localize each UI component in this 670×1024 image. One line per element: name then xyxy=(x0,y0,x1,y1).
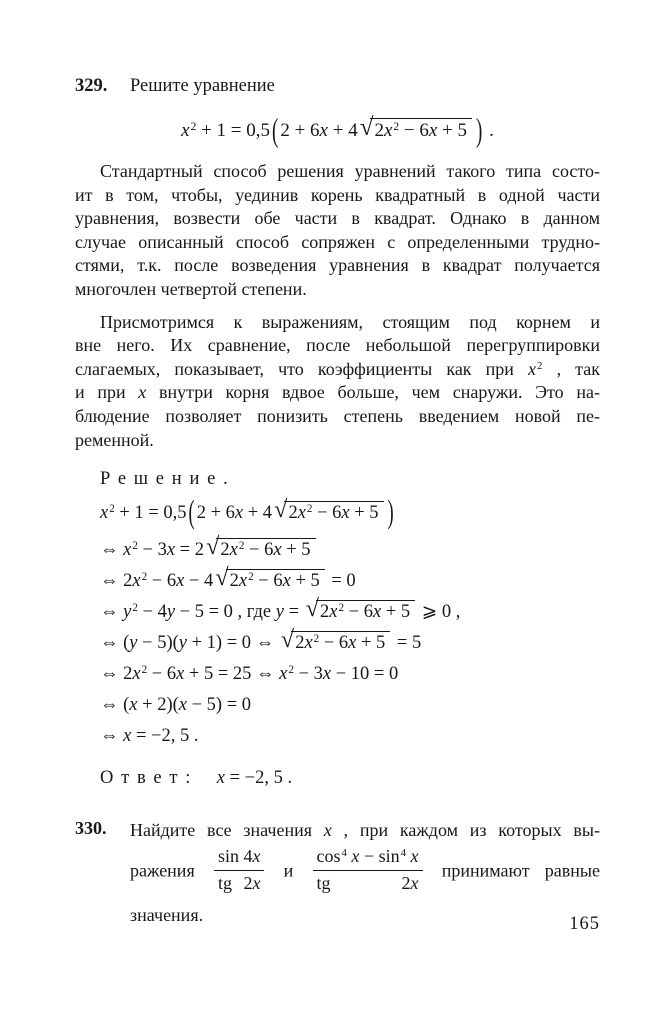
superscript: 4 xyxy=(341,847,347,860)
sqrt-expression: √ $2x^2 - 6x + 5$ xyxy=(306,600,416,622)
text-run: , так xyxy=(542,358,600,379)
math-variable: x xyxy=(319,120,328,141)
text-line xyxy=(75,231,600,255)
denominator xyxy=(214,870,265,894)
text-run: ⇔ ( xyxy=(100,695,130,716)
text-run: принимают равные xyxy=(426,860,600,881)
text-run: − 10 = 0 xyxy=(331,664,399,685)
math-variable: x xyxy=(229,540,238,561)
answer-line xyxy=(75,766,600,791)
math-variable: x xyxy=(252,846,261,867)
text-line xyxy=(75,429,600,453)
sqrt-expression: √ $2x^2 - 6x + 5$ xyxy=(274,501,384,523)
text-run: , при каждом из которых вы- xyxy=(331,820,600,841)
solution-step xyxy=(100,722,600,751)
text-run: − 6 xyxy=(244,540,274,561)
sqrt-expression: √ $2x^2 - 6x + 5$ xyxy=(215,569,325,591)
problem-number: 329. xyxy=(75,76,108,96)
math-variable: x xyxy=(216,768,225,789)
text-run: − 3 xyxy=(137,540,167,561)
answer-value xyxy=(217,768,292,788)
solution-step xyxy=(100,496,600,532)
text-run: ⇔ 2 xyxy=(100,571,133,592)
text-run: ит в том, чтобы, уединив корень квадратный в одной части xyxy=(75,184,600,205)
radicand xyxy=(370,118,472,141)
problem-330-body xyxy=(130,818,600,927)
text-line xyxy=(75,207,600,231)
text-run: + 5 xyxy=(381,602,411,623)
text-run: + 5 xyxy=(356,633,386,654)
text-run: = xyxy=(283,602,304,623)
numerator xyxy=(214,847,265,870)
superscript: 2 xyxy=(238,540,245,553)
math-variable: x xyxy=(322,664,332,685)
math-variable: x xyxy=(132,664,141,685)
sqrt-expression: √ $2x^2 - 6x + 5$ xyxy=(281,631,391,653)
text-run: + 1 = 0,5 xyxy=(196,120,270,141)
math-variable: x xyxy=(100,503,109,524)
text-run: значения. xyxy=(130,904,204,925)
text-run: ременной. xyxy=(75,429,154,450)
text-run: − 5) = 0 xyxy=(187,695,252,716)
text-run: + 1 = 0,5 xyxy=(114,503,187,524)
fraction xyxy=(214,847,265,894)
problem-329 xyxy=(75,74,600,153)
text-run: ⇔ xyxy=(100,540,124,561)
math-variable: x xyxy=(123,540,132,561)
text-run: Стандартный способ решения уравнений такого типа состо- xyxy=(100,161,600,181)
radicand xyxy=(291,631,390,653)
superscript: 2 xyxy=(109,503,115,516)
math-variable: x xyxy=(279,664,288,685)
text-run: блюдение позволяет понизить степень введением новой пе- xyxy=(75,405,600,426)
math-variable: x xyxy=(181,120,190,141)
radicand xyxy=(316,600,415,622)
paragraph-observation xyxy=(75,311,600,453)
text-run: 2 xyxy=(295,633,305,654)
text-line xyxy=(75,160,600,184)
text-run: + 2)( xyxy=(137,695,179,716)
text-line xyxy=(130,846,600,896)
text-line xyxy=(130,818,600,842)
superscript: 2 xyxy=(393,120,400,133)
paragraph-method xyxy=(75,160,600,302)
problem-329-header xyxy=(75,74,600,99)
text-run: 2 xyxy=(374,120,384,141)
text-run: 2 + 6 xyxy=(280,120,320,141)
text-run: + 5 xyxy=(290,571,320,592)
math-variable: x xyxy=(273,540,282,561)
text-run: = 0 xyxy=(326,571,356,592)
text-run: sin 4 xyxy=(217,846,253,867)
radicand xyxy=(226,569,325,591)
math-variable: x xyxy=(282,571,291,592)
text-line xyxy=(75,381,600,405)
text-run: + 1) = 0 ⇔ xyxy=(187,633,279,654)
text-run: − 5 = 0 , где xyxy=(175,602,276,623)
superscript: 2 xyxy=(338,602,345,615)
math-variable: x xyxy=(129,695,138,716)
solution-steps xyxy=(75,496,600,751)
math-variable: x xyxy=(166,540,176,561)
text-run: = −2, 5 . xyxy=(131,726,199,747)
text-run: − 6 xyxy=(312,503,342,524)
solution-step xyxy=(100,564,600,596)
fraction xyxy=(313,847,423,894)
math-variable: x xyxy=(176,664,185,685)
superscript: 4 xyxy=(400,847,406,860)
text-run: Присмотримся к выражениям, стоящим под корнем и xyxy=(100,311,600,332)
numerator xyxy=(313,847,423,870)
text-run: ⇔ 2 xyxy=(100,664,133,685)
radicand xyxy=(216,538,315,560)
text-run: стями, т.к. после возведения уравнения в квадрат получается xyxy=(75,255,600,276)
superscript: 2 xyxy=(537,359,543,372)
math-variable: x xyxy=(428,120,438,141)
solution-step xyxy=(100,533,600,565)
math-variable: y xyxy=(178,633,187,654)
text-run: − 6 xyxy=(344,602,373,623)
math-variable: x xyxy=(176,571,185,592)
text-run: tg 2 xyxy=(217,872,253,893)
math-variable: x xyxy=(238,571,248,592)
text-run: − 6 xyxy=(147,571,177,592)
text-line xyxy=(75,278,600,302)
text-run: ражения xyxy=(130,860,210,881)
text-run: − 4 xyxy=(184,571,214,592)
math-variable: x xyxy=(372,602,382,623)
math-variable: x xyxy=(323,820,332,841)
superscript: 2 xyxy=(313,633,320,646)
math-variable: x xyxy=(341,503,350,524)
math-variable: y xyxy=(123,602,132,623)
math-variable: x xyxy=(528,358,537,379)
text-run: 2 xyxy=(320,602,330,623)
solution-heading: Решение. xyxy=(100,469,236,490)
close-paren: ) xyxy=(475,112,483,150)
sqrt-expression: √ $2x^2 - 6x + 5$ xyxy=(206,538,316,560)
text-line xyxy=(75,254,600,278)
text-run: 2 xyxy=(288,503,298,524)
text-run: ⇔ ( xyxy=(100,633,130,654)
math-variable: x xyxy=(410,872,419,893)
denominator xyxy=(313,870,423,894)
text-run: + 5 xyxy=(349,503,379,524)
math-variable: x xyxy=(383,120,393,141)
text-run: − 6 xyxy=(147,664,177,685)
text-run: ⩾ 0 , xyxy=(417,602,461,623)
solution-step xyxy=(100,626,600,658)
text-run: ⇔ xyxy=(100,726,124,747)
solution-step xyxy=(100,595,600,627)
problem-330 xyxy=(75,818,600,927)
close-paren: ) xyxy=(387,496,394,532)
math-variable: x xyxy=(329,602,338,623)
superscript: 2 xyxy=(190,120,197,133)
problem-title: Решите уравнение xyxy=(130,76,275,96)
text-run: + 5 = 25 ⇔ xyxy=(184,664,280,685)
open-paren: ( xyxy=(272,112,279,150)
text-run: 2 + 6 xyxy=(196,503,235,524)
text-run: ⇔ xyxy=(100,602,124,623)
text-run: + 4 xyxy=(243,503,273,524)
text-run: − 3 xyxy=(293,664,323,685)
superscript: 2 xyxy=(141,664,148,677)
text-run: − sin xyxy=(359,846,400,867)
solution-step xyxy=(100,691,600,720)
superscript: 2 xyxy=(288,664,294,677)
text-run: + 5 xyxy=(437,120,467,141)
math-variable: x xyxy=(304,633,313,654)
text-run: − 6 xyxy=(253,571,283,592)
radicand xyxy=(284,501,383,523)
solution-section xyxy=(75,467,600,791)
page-number: 165 xyxy=(569,914,600,934)
text-run: + 5 xyxy=(281,540,311,561)
text-run: слагаемых, показывает, что коэффициенты как при xyxy=(75,358,529,379)
math-variable: x xyxy=(123,726,132,747)
math-variable: y xyxy=(166,602,176,623)
math-variable: x xyxy=(132,571,141,592)
text-line xyxy=(75,358,600,382)
text-run: и xyxy=(268,860,309,881)
math-variable: x xyxy=(252,872,261,893)
text-line xyxy=(75,311,600,335)
text-run: = 5 xyxy=(392,633,422,654)
math-variable: x xyxy=(410,846,419,867)
problem-number: 330. xyxy=(75,818,107,839)
superscript: 2 xyxy=(248,571,254,584)
text-line xyxy=(75,184,600,208)
sqrt-expression: √ $2x^2 - 6x + 5$ xyxy=(360,118,472,141)
math-variable: y xyxy=(275,602,284,623)
text-run: случае описанный способ сопряжен с определенными трудно- xyxy=(75,231,600,252)
text-run: . xyxy=(484,120,494,141)
solution-step xyxy=(100,660,600,689)
text-line xyxy=(130,903,600,927)
text-run: многочлен четвертой степени. xyxy=(75,278,307,299)
answer-label: Ответ: xyxy=(100,768,199,789)
math-variable: x xyxy=(348,633,357,654)
text-run: − 4 xyxy=(137,602,167,623)
math-variable: x xyxy=(297,503,306,524)
text-run: Найдите все значения xyxy=(130,820,324,841)
math-variable: x xyxy=(351,846,360,867)
text-run: = −2, 5 . xyxy=(224,768,293,789)
superscript: 2 xyxy=(132,540,138,553)
superscript: 2 xyxy=(141,571,148,584)
superscript: 2 xyxy=(306,503,313,516)
text-run: внутри корня вдвое больше, чем снаружи. Это на- xyxy=(146,382,600,403)
text-run: − 6 xyxy=(399,120,429,141)
text-line xyxy=(75,334,600,358)
text-line xyxy=(75,405,600,429)
math-variable: x xyxy=(178,695,187,716)
text-run: 2 xyxy=(229,571,239,592)
text-run: tg 2 xyxy=(316,872,411,893)
problem-equation xyxy=(75,110,600,153)
text-run: + 4 xyxy=(327,120,358,141)
open-paren: ( xyxy=(188,496,195,532)
text-run: и при xyxy=(75,382,139,403)
text-run: − 6 xyxy=(319,633,349,654)
math-variable: x xyxy=(138,382,147,403)
text-run: 2 xyxy=(220,540,230,561)
text-run: − 5)( xyxy=(137,633,179,654)
text-run: cos xyxy=(316,846,341,867)
superscript: 2 xyxy=(132,602,138,615)
text-run: = 2 xyxy=(175,540,204,561)
math-variable: x xyxy=(234,503,244,524)
text-run: вне него. Их сравнение, после небольшой перегруппировки xyxy=(75,335,600,356)
math-variable: y xyxy=(129,633,138,654)
text-run: уравнения, возвести обе части в квадрат. Однако в данном xyxy=(75,208,600,229)
